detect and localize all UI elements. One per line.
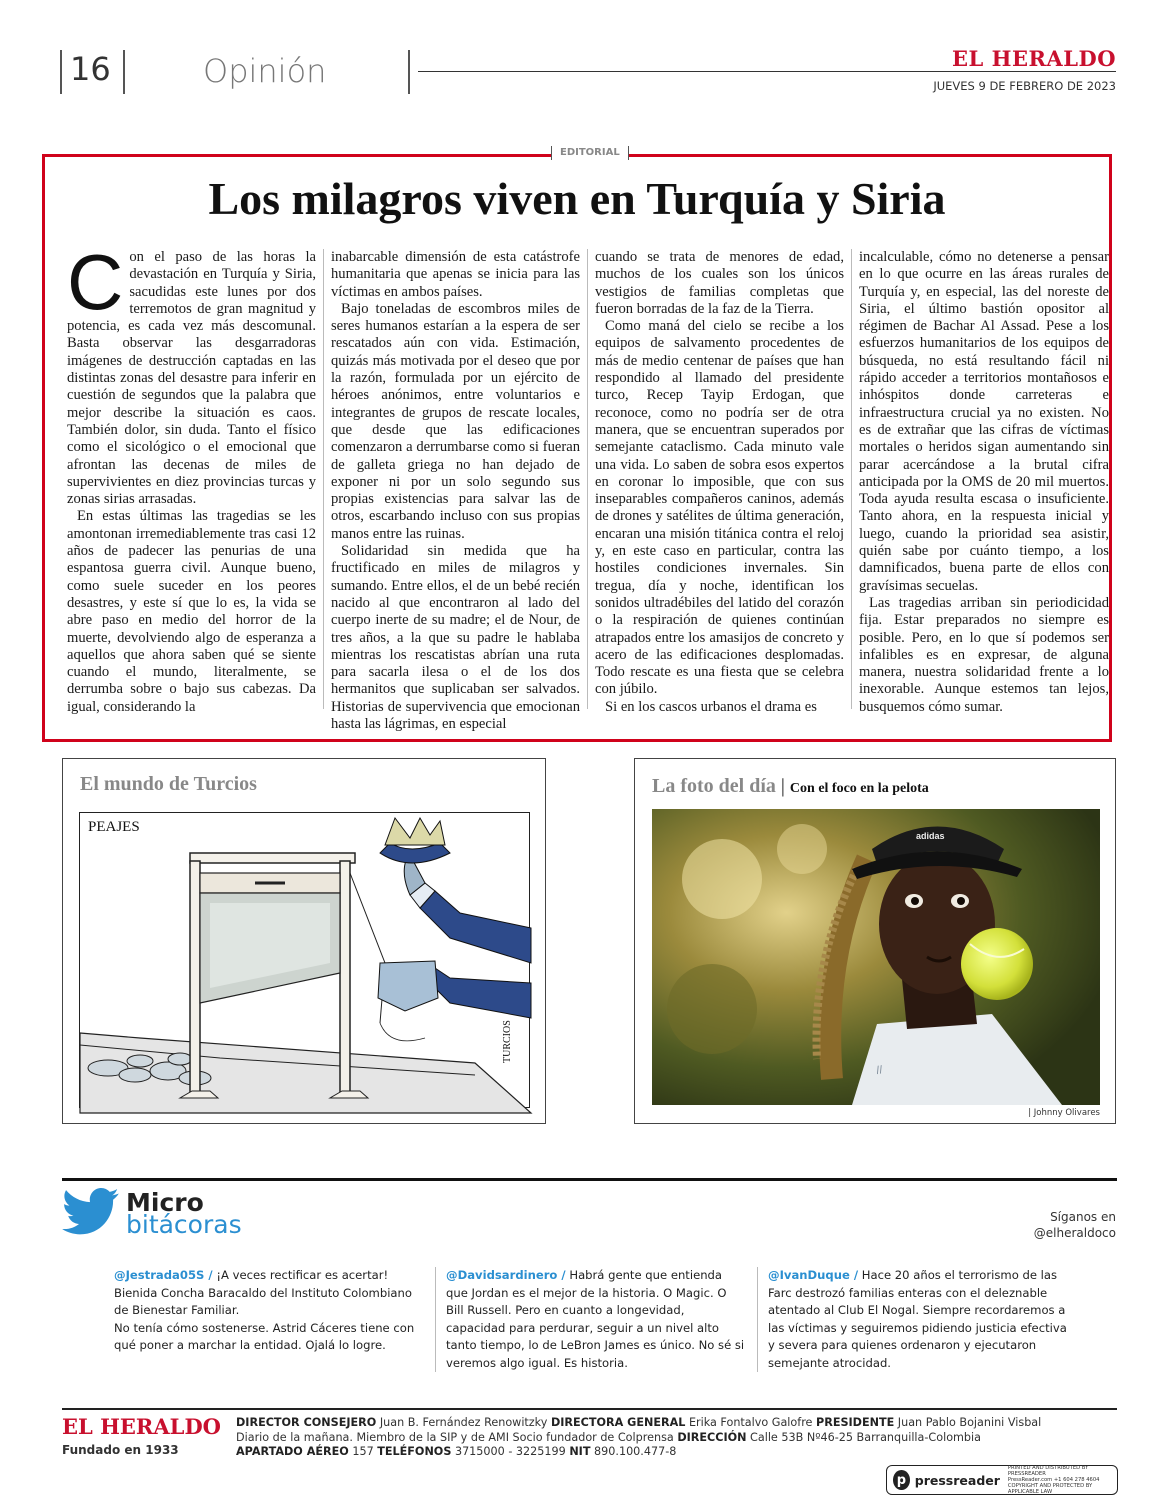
tweet-handle[interactable]: @Davidsardinero /	[446, 1268, 566, 1282]
photo-panel	[634, 758, 1116, 1124]
editorial-kicker: EDITORIAL	[551, 146, 629, 160]
tweet-item	[758, 1267, 1080, 1372]
tweet-item	[436, 1267, 758, 1372]
microbitacoras-title-line1: Micro	[126, 1188, 204, 1217]
photo-credit: | Johnny Olivares	[1028, 1108, 1100, 1118]
tweet-text: ¡A veces rectificar es acertar! Bienida Concha Baracaldo del Instituto Colombiano de Bienestar Familiar.	[114, 1268, 412, 1317]
cartoon-label: PEAJES	[88, 819, 140, 835]
editorial-paragraph: Bajo toneladas de escombros miles de seres humanos estarían a la espera de ser rescatados aún con vida. Estimación, quizás más motivada por el deseo que por la razón, formulada por un ejército de héroes anónimos, entre voluntarios e integrantes de grupos de rescate locales, que desde que las edificaciones comenzaron a derrumbarse como si fueran de galleta griega no han dejado de exponer ni por un solo segundo sus propias existencias para salvar las de otros, escarbando incluso con sus propias manos entre las ruinas.	[331, 300, 580, 542]
editorial-column-4	[852, 249, 1116, 715]
pressreader-icon: p	[893, 1470, 910, 1490]
editorial-headline: Los milagros viven en Turquía y Siria	[208, 173, 946, 224]
editorial-paragraph: inabarcable dimensión de esta catástrofe humanitaria que apenas se inicia para las víctimas en ambos países.	[331, 249, 580, 300]
tweet-text: Habrá gente que entienda que Jordan es el mejor de la historia. O Magic. O Bill Russell. Pero en cuanto a longevidad, capacidad para perdurar, seguir a un nivel alto tanto tiempo, lo de LeBron James es único. No sé si veremos algo igual. Es historia.	[446, 1268, 745, 1370]
footer-rule	[62, 1408, 1117, 1410]
editorial-paragraph: En estas últimas las tragedias se les amontonan irremediablemente tras casi 12 años de padecer las penurias de una espantosa guerra civil. Aunque bueno, como suele suceder en los peores desastres, y este sí que lo es, la vida se abre paso en medio del horror de la muerte, devolviendo algo de esperanza a aquellos que ahora saben qué se siente cuando el mundo, literalmente, se derrumba sobre o bajo sus cabezas. Da igual, considerando la	[67, 508, 316, 715]
header-line	[418, 71, 1116, 72]
editorial-body	[60, 238, 1116, 733]
photo-title: La foto del día	[652, 775, 776, 797]
microbitacoras-rule	[62, 1178, 1117, 1181]
header-rule-right	[408, 50, 410, 94]
follow-handle[interactable]: @elheraldoco	[1033, 1226, 1116, 1240]
cartoon-title: El mundo de Turcios	[80, 773, 257, 795]
tweet-item	[114, 1267, 436, 1372]
tweet-text: Hace 20 años el terrorismo de las Farc destrozó familias enteras con el deleznable atentado al Club El Nogal. Siempre recordaremos a las víctimas y seguiremos pidiendo justicia efectiva y severa para quienes ordenaron y ejecutaron semejante atrocidad.	[768, 1268, 1067, 1370]
tweet-handle[interactable]: @IvanDuque /	[768, 1268, 859, 1282]
editorial-paragraph: Como maná del cielo se recibe a los equipos de salvamento procedentes de más de medio centenar de países que han respondido al llamado del presidente turco, Recep Tayip Erdogan, que reconoce, como no podría ser de otra manera, que se encuentran superados por semejante cataclismo. Cada minuto vale una vida. Lo saben de sobra esos expertos en coronar lo imposible, que con sus inseparables compañeros caninos, además de drones y satélites de última generación, encaran una misión titánica contra el reloj y, en este caso en particular, contra las hostiles condiciones invernales. Sin tregua, día y noche, identifican los sonidos ultradébiles del latido del corazón o la respiración de quienes continúan atrapados entre los amasijos de concreto y acero de las edificaciones desplomadas. Todo rescate es una fiesta que se celebra con júbilo.	[595, 318, 844, 698]
editorial-column-3	[588, 249, 852, 715]
cartoon-signature: TURCIOS	[502, 1020, 513, 1063]
section-title: Opinión	[203, 52, 327, 90]
footer-line-3: APARTADO AÉREO 157 TELÉFONOS 3715000 - 3225199 NIT 890.100.477-8	[236, 1445, 677, 1458]
masthead-logo[interactable]: EL HERALDO	[952, 46, 1116, 71]
page-number: 16	[70, 50, 111, 88]
twitter-bird-icon	[62, 1188, 120, 1236]
drop-cap: C	[67, 238, 124, 326]
tweet-text-continued: No tenía cómo sostenerse. Astrid Cáceres tiene con qué poner a marchar la entidad. Ojalá lo logre.	[114, 1320, 415, 1352]
follow-us	[1034, 1209, 1116, 1241]
footer-founded: Fundado en 1933	[62, 1443, 179, 1457]
footer-line-2: Diario de la mañana. Miembro de la SIP y de AMI Socio fundador de Colprensa DIRECCIÓN Calle 53B Nº46-25 Barranquilla-Colombia	[236, 1430, 981, 1444]
editorial-paragraph: incalculable, cómo no detenerse a pensar en lo que ocurre en las áreas rurales de Turquía y, en especial, las del noreste de Siria, el último bastión opositor al régimen de Bachar Al Assad. Pese a los esfuerzos humanitarios de los equipos de búsqueda, no está resultando fácil ni rápido acceder a territorios montañosos e inhóspitos donde carreteras e infraestructura crucial ya no existen. No es de extrañar que las cifras de víctimas mortales o heridos sigan aumentando sin parar acercándose a la brutal cifra anticipada por la OMS de 20 mil muertos. Toda ayuda resulta escasa o insuficiente. Tanto ahora, en la respuesta inicial y luego, cuando la prioridad sea asistir, quién sabe por cuánto tiempo, a los damnificados, buena parte de ellos con gravísimas secuelas.	[859, 249, 1109, 594]
pressreader-label: pressreader	[914, 1472, 1000, 1488]
footer-credits	[236, 1416, 1116, 1460]
microbitacoras-title-line2: bitácoras	[126, 1210, 242, 1239]
editorial-paragraph: on el paso de las horas la devastación en Turquía y Siria, sacudidas este lunes por dos terremotos de gran magnitud y potencia, es cada vez más descomunal. Basta observar las desgarradoras imágenes de destrucción captadas en las distintas zonas del desastre para inferir en cuestión de segundos que la palabra que mejor describe la situación es caos. También dolor, sin duda. Tanto el físico como el sicológico o el emocional que afrontan las decenas de miles de supervivientes en diez provincias turcas y zonas sirias arrasadas.	[67, 249, 316, 508]
editorial-paragraph: cuando se trata de menores de edad, muchos de los cuales son los únicos vestigios de familias completas que fueron borradas de la faz de la Tierra.	[595, 249, 844, 317]
tweet-handle[interactable]: @Jestrada05S /	[114, 1268, 213, 1282]
cartoon-image[interactable]	[79, 812, 530, 1108]
cap-brand: adidas	[916, 831, 945, 841]
tweet-list	[114, 1267, 1114, 1372]
editorial-paragraph: Si en los cascos urbanos el drama es	[605, 698, 817, 715]
editorial-column-1	[60, 238, 324, 715]
photo-subtitle: Con el foco en la pelota	[789, 781, 929, 796]
photo-tennis-player[interactable]	[652, 809, 1100, 1105]
issue-date: JUEVES 9 DE FEBRERO DE 2023	[933, 79, 1116, 93]
pressreader-badge[interactable]	[886, 1465, 1118, 1495]
pressreader-notice: PRINTED AND DISTRIBUTED BY PRESSREADER PressReader.com +1 604 278 4604 COPYRIGHT AND PROTECTED BY APPLICABLE LAW	[1007, 1464, 1100, 1496]
cartoon-panel	[62, 758, 546, 1124]
footer-logo[interactable]: EL HERALDO	[62, 1414, 221, 1439]
svg-text://: //	[875, 1064, 884, 1077]
tennis-photo-illustration	[652, 809, 1100, 1105]
footer-line-1: DIRECTOR CONSEJERO Juan B. Fernández Renowitzky DIRECTORA GENERAL Erika Fontalvo Galofre PRESIDENTE Juan Pablo Bojanini Visbal	[236, 1416, 1042, 1429]
header-rule-left	[60, 50, 62, 94]
editorial-paragraph: Solidaridad sin medida que ha fructificado en miles de milagros y sumando. Entre ellos, el de un bebé recién nacido al que encontraron al lado del cuerpo inerte de su madre; el de Nour, de tres años, a la que su padre le hablaba mientras los rescatistas abrían una ruta para sacarla ilesa o el de los dos hermanitos que suplicaban ser salvados. Historias de supervivencia que emocionan hasta las lágrimas, en especial	[331, 543, 580, 733]
editorial-paragraph: Las tragedias arriban sin periodicidad fija. Estar preparados no siempre es posible. Pero, en lo que sí podemos ser infalibles es en expresar, de alguna manera, nuestra solidaridad frente a lo inexorable. Aunque estemos tan lejos, busquemos cómo sumar.	[859, 594, 1109, 715]
follow-label: Síganos en	[1050, 1210, 1116, 1224]
editorial-column-2	[324, 249, 588, 733]
guillotine-cartoon-illustration	[80, 813, 531, 1109]
header-rule-mid	[123, 50, 125, 94]
photo-header: La foto del día | Con el foco en la pelota	[652, 775, 929, 797]
